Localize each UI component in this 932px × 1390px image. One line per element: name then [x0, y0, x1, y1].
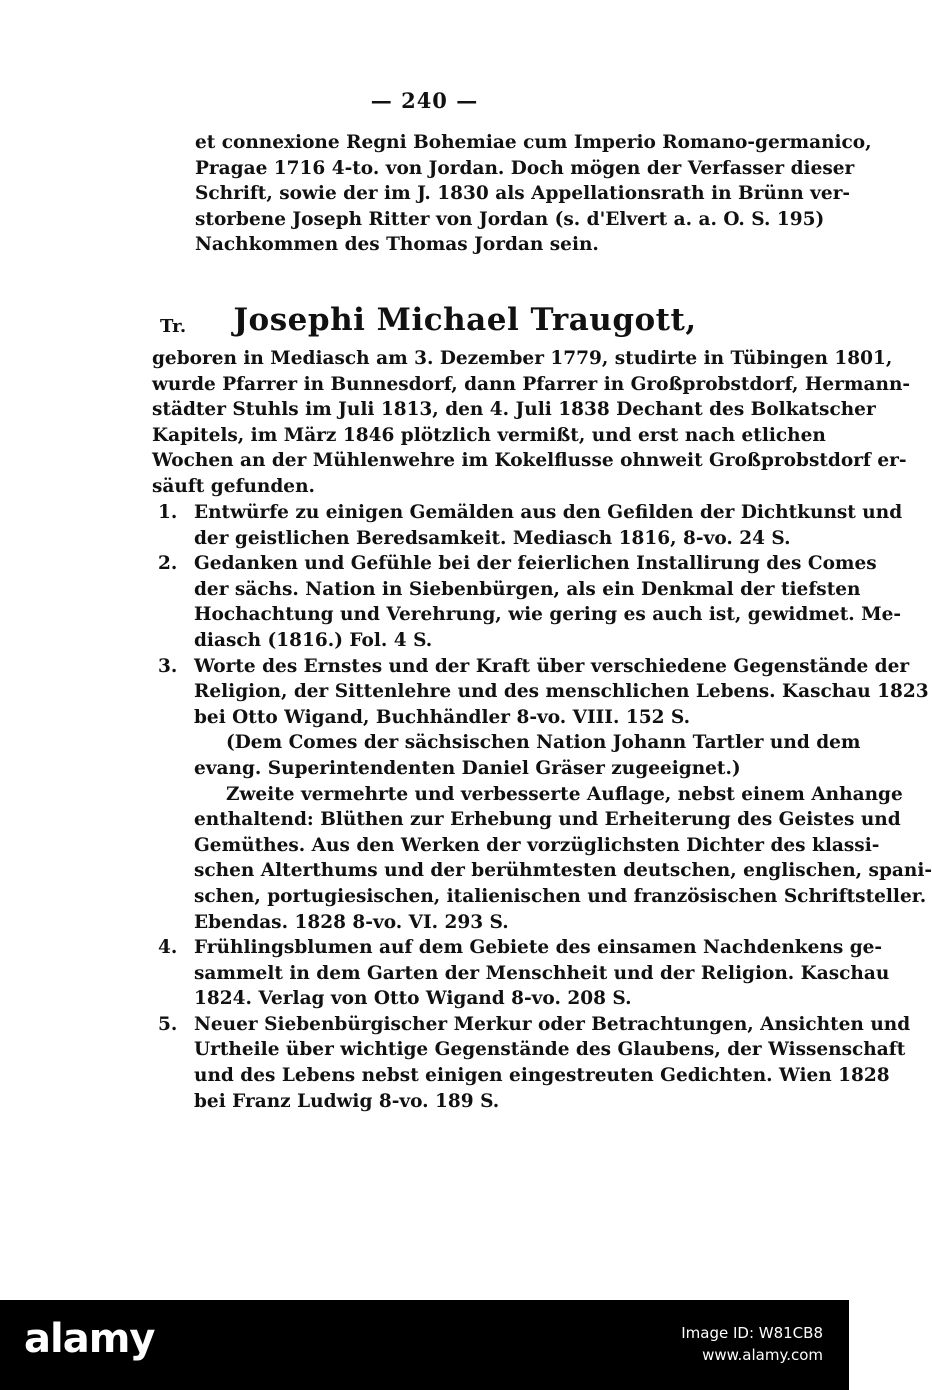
text-line: schen Alterthums und der berühmtesten deutschen, englischen, spani- — [194, 860, 932, 882]
text-line: und des Lebens nebst einigen eingestreuten Gedichten. Wien 1828 — [194, 1065, 890, 1087]
text-line: 1824. Verlag von Otto Wigand 8-vo. 208 S. — [194, 988, 632, 1010]
text-line: Gedanken und Gefühle bei der feierlichen Installirung des Comes — [194, 553, 877, 575]
text-line: Kapitels, im März 1846 plötzlich vermißt, und erst nach etlichen — [152, 424, 826, 446]
text-line: enthaltend: Blüthen zur Erhebung und Erheiterung des Geistes und — [194, 809, 901, 831]
work-number: 1. — [158, 502, 178, 523]
biography-paragraph — [152, 346, 911, 500]
text-line: der sächs. Nation in Siebenbürgen, als ein Denkmal der tiefsten — [194, 578, 861, 600]
work-item — [150, 500, 903, 551]
text-line: geboren in Mediasch am 3. Dezember 1779, studirte in Tübingen 1801, — [152, 348, 893, 369]
entry-siglum: Tr. — [160, 316, 187, 337]
text-line: Frühlingsblumen auf dem Gebiete des einsamen Nachdenkens ge- — [194, 937, 883, 959]
text-line: Schrift, sowie der im J. 1830 als Appellationsrath in Brünn ver- — [195, 183, 851, 205]
text-line: der geistlichen Beredsamkeit. Mediasch 1816, 8-vo. 24 S. — [194, 527, 791, 549]
text-line: Urtheile über wichtige Gegenstände des Glaubens, der Wissenschaft — [194, 1039, 906, 1061]
text-line: Religion, der Sittenlehre und des menschlichen Lebens. Kaschau 1823 — [194, 681, 929, 703]
work-item — [150, 551, 902, 653]
text-line: Entwürfe zu einigen Gemälden aus den Gefilden der Dichtkunst und — [194, 502, 903, 523]
intro-paragraph — [195, 130, 872, 258]
works-list — [150, 500, 932, 1114]
work-item — [150, 1012, 911, 1114]
work-item — [150, 935, 890, 1012]
text-line: Pragae 1716 4-to. von Jordan. Doch mögen der Verfasser dieser — [195, 157, 855, 179]
work-number: 5. — [158, 1013, 178, 1035]
text-line: städter Stuhls im Juli 1813, den 4. Juli 1838 Dechant des Bolkatscher — [152, 399, 876, 421]
text-line: bei Franz Ludwig 8-vo. 189 S. — [194, 1090, 500, 1112]
text-line: bei Otto Wigand, Buchhändler 8-vo. VIII. 152 S. — [194, 706, 691, 728]
alamy-logo: alamy — [24, 1316, 155, 1362]
text-line: Gemüthes. Aus den Werken der vorzüglichsten Dichter des klassi- — [194, 834, 880, 856]
second-edition-note — [194, 782, 932, 936]
text-line: Ebendas. 1828 8-vo. VI. 293 S. — [194, 911, 509, 933]
work-number: 4. — [158, 937, 178, 959]
entry-title: Josephi Michael Traugott, — [233, 302, 697, 338]
text-line: sammelt in dem Garten der Menschheit und der Religion. Kaschau — [194, 962, 890, 984]
image-id-text: Image ID: W81CB8 — [681, 1324, 823, 1342]
site-url-text: www.alamy.com — [702, 1346, 823, 1364]
dedication-note — [194, 730, 861, 781]
text-line: säuft gefunden. — [152, 475, 315, 497]
text-line: storbene Joseph Ritter von Jordan (s. d'Elvert a. a. O. S. 195) — [195, 208, 825, 230]
text-line: Worte des Ernstes und der Kraft über verschiedene Gegenstände der — [194, 655, 910, 677]
text-line: Neuer Siebenbürgischer Merkur oder Betrachtungen, Ansichten und — [194, 1013, 911, 1035]
text-line: schen, portugiesischen, italienischen und französischen Schriftsteller. — [194, 885, 927, 907]
work-number: 2. — [158, 553, 178, 575]
work-number: 3. — [158, 655, 178, 677]
stock-footer-bar — [0, 1300, 849, 1390]
text-line: et connexione Regni Bohemiae cum Imperio Romano-germanico, — [195, 132, 872, 153]
footer-info — [681, 1322, 823, 1366]
text-line: wurde Pfarrer in Bunnesdorf, dann Pfarrer in Großprobstdorf, Hermann- — [152, 373, 911, 395]
text-line: Hochachtung und Verehrung, wie gering es auch ist, gewidmet. Me- — [194, 604, 902, 626]
text-line: evang. Superintendenten Daniel Gräser zugeeignet.) — [194, 757, 741, 779]
entry-heading — [160, 302, 770, 348]
text-line: Zweite vermehrte und verbesserte Auflage, nebst einem Anhange — [226, 783, 903, 805]
text-line: diasch (1816.) Fol. 4 S. — [194, 629, 433, 651]
text-line: (Dem Comes der sächsischen Nation Johann Tartler und dem — [226, 732, 861, 754]
text-line: Nachkommen des Thomas Jordan sein. — [195, 234, 599, 256]
work-item — [150, 654, 932, 936]
page-number: — 240 — — [370, 88, 479, 113]
text-line: Wochen an der Mühlenwehre im Kokelflusse ohnweit Großprobstdorf er- — [152, 450, 907, 472]
